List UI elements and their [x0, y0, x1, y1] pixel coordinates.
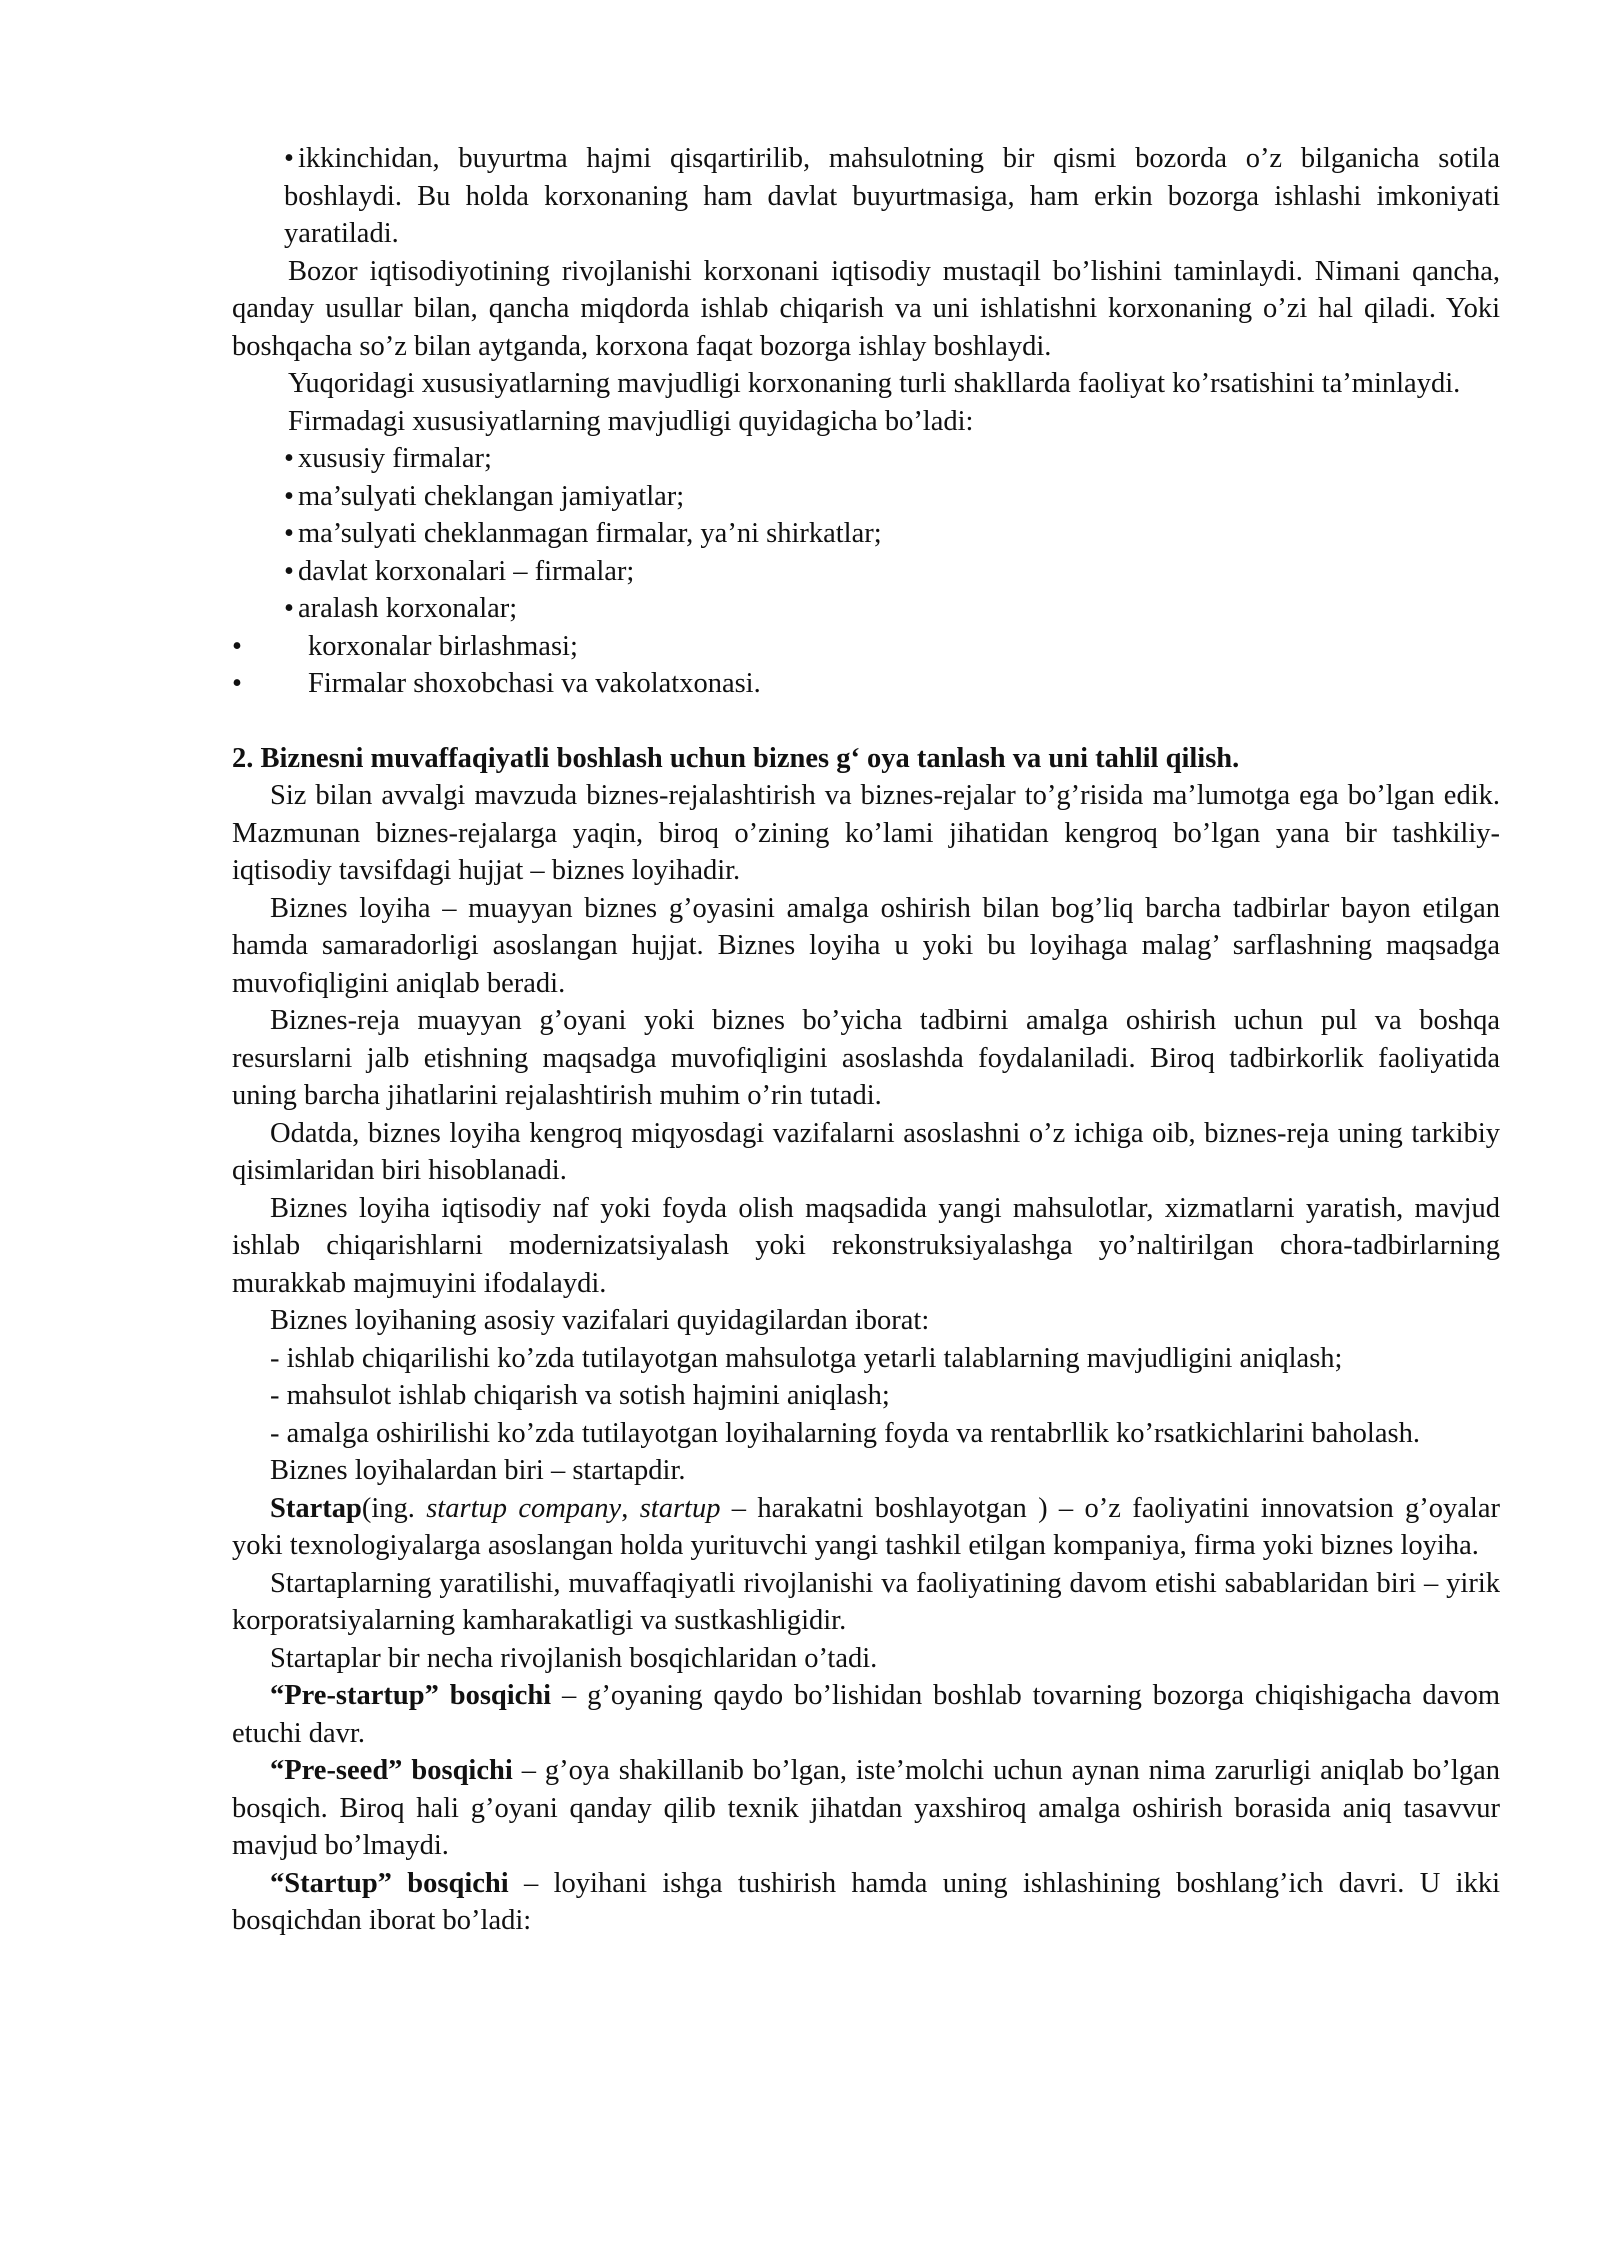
paragraph: Startaplar bir necha rivojlanish bosqichlaridan o’tadi.: [270, 1642, 878, 1674]
paragraph: Siz bilan avvalgi mavzuda biznes-rejalashtirish va biznes-rejalar to’g’risida ma’lumotga ega bo’lgan edik. Mazmunan biznes-rejalarga yaqin, biroq o’zining ko’lami jihatidan kengroq bo’lgan yana bir tashkiliy-iqtisodiy tavsifdagi hujjat – biznes loyihadir.: [232, 780, 1500, 886]
paragraph: Biznes loyiha – muayyan biznes g’oyasini amalga oshirish bilan bog’liq barcha tadbirlar bayon etilgan hamda samaradorligi asoslangan hujjat. Biznes loyiha u yoki bu loyihaga malag’ sarflashning maqsadga muvofiqligini aniqlab beradi.: [232, 892, 1500, 999]
list-item-text: davlat korxonalari – firmalar;: [297, 555, 635, 587]
paragraph: Biznes loyihaning asosiy vazifalari quyidagilardan iborat:: [270, 1305, 930, 1336]
list-item-text: ma’sulyati cheklangan jamiyatlar;: [297, 480, 685, 512]
list-item-text: xususiy firmalar;: [297, 443, 492, 474]
startap-definition: [232, 1490, 1500, 1565]
paragraph: Firmadagi xususiyatlarning mavjudligi quyidagicha bo’ladi:: [288, 405, 974, 437]
text-span: – g’oyaning qaydo bo’lishidan boshlab tovarning bozorga chiqishigacha davom etuchi davr.: [232, 1680, 1500, 1749]
stage-startup: [232, 1865, 1500, 1940]
paragraph: Biznes loyiha iqtisodiy naf yoki foyda olish maqsadida yangi mahsulotlar, xizmatlarni yaratish, mavjud ishlab chiqarishlarni modernizatsiyalash yoki rekonstruksiyalashga yo’naltirilgan chora-tadbirlarning murakkab majmuyini ifodalaydi.: [232, 1192, 1500, 1299]
paragraph: Biznes-reja muayyan g’oyani yoki biznes bo’yicha tadbirni amalga oshirish uchun pul va boshqa resurslarni jalb etishning maqsadga muvofiqligini asoslashda foydalaniladi. Biroq tadbirkorlik faoliyatida uning barcha jihatlarini rejalashtirish muhim o’rin tutadi.: [232, 1005, 1500, 1111]
bullet-icon: •: [284, 143, 294, 174]
list-item-text: ma’sulyati cheklanmagan firmalar, ya’ni shirkatlar;: [297, 518, 882, 549]
bullet-icon: •: [284, 593, 294, 624]
bullet-item: [232, 140, 1500, 253]
text-span: ,: [621, 1492, 640, 1524]
term-bold: “Startup” bosqichi: [270, 1867, 509, 1899]
text-span: – loyihani ishga tushirish hamda uning ishlashining boshlang’ich davri. U ikki bosqichdan iborat bo’ladi:: [232, 1867, 1501, 1936]
term-bold: “Pre-startup” bosqichi: [270, 1680, 552, 1711]
stage-pre-startup: [232, 1677, 1500, 1752]
list-item: [232, 440, 1500, 478]
bullet-icon: •: [284, 555, 294, 587]
section-heading: 2. Biznesni muvaffaqiyatli boshlash uchun biznes g‘ oya tanlash va uni tahlil qilish.: [232, 742, 1240, 774]
term-bold: “Pre-seed” bosqichi: [270, 1755, 513, 1786]
list-item-text: aralash korxonalar;: [297, 593, 518, 624]
paragraph: Yuqoridagi xususiyatlarning mavjudligi korxonaning turli shakllarda faoliyat ko’rsatishini ta’minlaydi.: [288, 368, 1461, 399]
bullet-icon: •: [232, 668, 242, 699]
bullet-icon: •: [284, 443, 294, 474]
bullet-icon: •: [284, 480, 294, 512]
bullet-icon: •: [232, 630, 242, 662]
bullet-icon: •: [284, 518, 294, 549]
paragraph: Bozor iqtisodiyotining rivojlanishi korxonani iqtisodiy mustaqil bo’lishini taminlaydi. Nimani qancha, qanday usullar bilan, qancha miqdorda ishlab chiqarish va uni ishlatishni korxonaning o’zi hal qiladi. Yoki boshqacha so’z bilan aytganda, korxona faqat bozorga ishlay boshlaydi.: [232, 255, 1500, 362]
term-italic: startup: [639, 1492, 721, 1524]
list-item: [232, 553, 1500, 591]
dash-list-item: - ishlab chiqarilishi ko’zda tutilayotgan mahsulotga yetarli talablarning mavjudligini aniqlash;: [270, 1342, 1343, 1374]
list-item: [232, 478, 1500, 516]
dash-list-item: - amalga oshirilishi ko’zda tutilayotgan loyihalarning foyda va rentabrllik ko’rsatkichlarini baholash.: [270, 1417, 1420, 1449]
list-item: [232, 590, 1500, 628]
paragraph: Odatda, biznes loyiha kengroq miqyosdagi vazifalarni asoslashni o’z ichiga oib, biznes-reja uning tarkibiy qisimlaridan biri hisoblanadi.: [232, 1117, 1500, 1186]
stage-pre-seed: [232, 1752, 1500, 1865]
list-item: [232, 628, 1500, 666]
bullet-text: ikkinchidan, buyurtma hajmi qisqartirilib, mahsulotning bir qismi bozorda o’z bilganicha sotila boshlaydi. Bu holda korxonaning ham davlat buyurtmasiga, ham erkin bozorga ishlashi imkoniyati yaratiladi.: [284, 143, 1500, 249]
text-span: – harakatni boshlayotgan ) – o’z faoliyatini innovatsion g’oyalar yoki texnologiyalarga asoslangan holda yurituvchi yangi tashkil etilgan kompaniya, firma yoki biznes loyiha.: [232, 1492, 1500, 1561]
list-item-text: Firmalar shoxobchasi va vakolatxonasi.: [308, 668, 761, 699]
list-item-text: korxonalar birlashmasi;: [308, 630, 578, 662]
text-span: (ing.: [361, 1492, 427, 1524]
dash-list-item: - mahsulot ishlab chiqarish va sotish hajmini aniqlash;: [270, 1380, 890, 1411]
text-span: – g’oya shakillanib bo’lgan, iste’molchi uchun aynan nima zarurligi aniqlab bo’lgan bosqich. Biroq hali g’oyani qanday qilib texnik jihatdan yaxshiroq amalga oshirish borasida aniq tasavvur mavjud bo’lmaydi.: [232, 1755, 1500, 1861]
paragraph: Biznes loyihalardan biri – startapdir.: [270, 1455, 686, 1486]
list-item: [232, 515, 1500, 553]
document-page: [232, 140, 1500, 1940]
list-item: [232, 665, 1500, 703]
paragraph: Startaplarning yaratilishi, muvaffaqiyatli rivojlanishi va faoliyatining davom etishi sabablaridan biri – yirik korporatsiyalarning kamharakatligi va sustkashligidir.: [232, 1567, 1500, 1636]
term-italic: startup company: [426, 1492, 622, 1524]
term-bold: Startap: [270, 1492, 362, 1524]
